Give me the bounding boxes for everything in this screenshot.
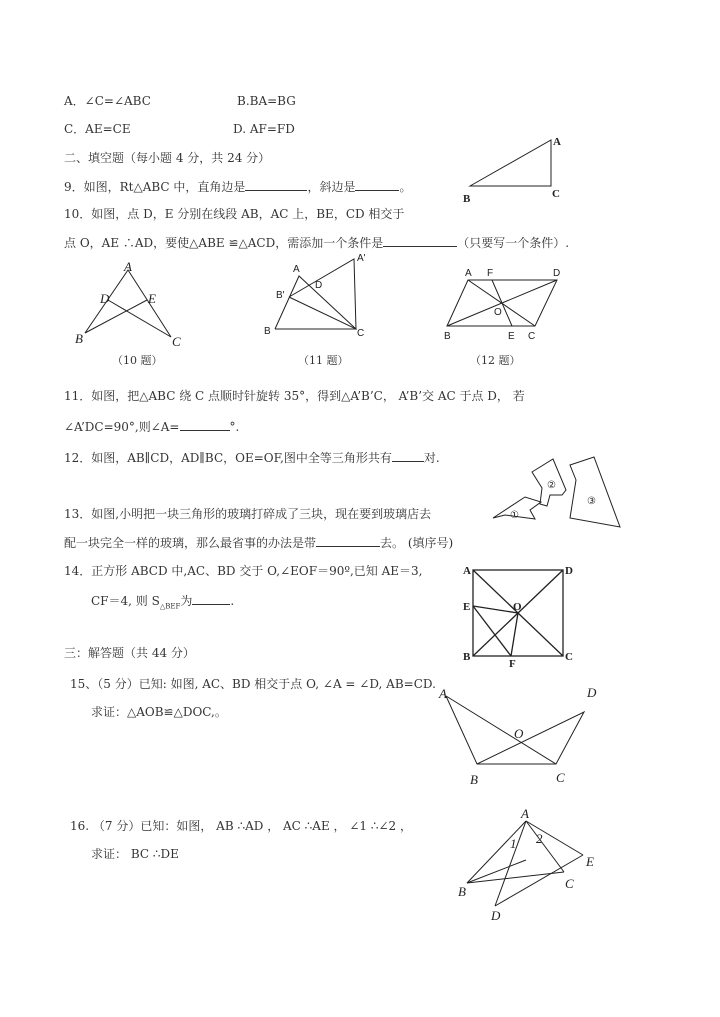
label-b-prime: B' (276, 290, 285, 301)
label-o: O (494, 307, 502, 318)
caption-fig12: （12 题） (470, 354, 521, 367)
label-a: A (463, 565, 471, 577)
q9-text-mid: ，斜边是 (307, 180, 356, 194)
figure-16 (458, 806, 594, 923)
figure-glass-pieces (493, 457, 620, 527)
option-d: D. AF=FD (233, 122, 295, 136)
label-b: B (463, 193, 471, 205)
label-e: E (148, 291, 156, 306)
figure-11 (264, 253, 366, 339)
caption-fig11: （11 题） (298, 354, 349, 367)
question-14-line2: CF＝4, 则 $S_{\triangle BEF}$为 . (91, 594, 235, 611)
label-a: A (521, 806, 529, 821)
label-o: O (514, 726, 524, 741)
label-c: C (357, 328, 365, 339)
question-15-line2: 求证：△AOB≌△DOC,。 (91, 705, 227, 719)
q11-text-end: °. (229, 420, 240, 434)
question-16-line1: 16. （7 分）已知：如图， AB ∴AD ， AC ∴AE ， ∠1 ∴∠2 ， (70, 819, 413, 833)
q12-text: 12．如图，AB∥CD，AD∥BC，OE=OF,图中全等三角形共有 (64, 451, 392, 465)
q10-text-end: （只要写一个条件）. (457, 236, 570, 250)
figure-square (463, 565, 573, 670)
label-b: B (75, 331, 83, 346)
section-2-heading: 二、填空题（每小题 4 分，共 24 分） (64, 151, 271, 165)
label-f: F (509, 658, 516, 670)
label-d: D (491, 908, 501, 923)
figure-right-triangle (463, 136, 561, 205)
question-16-line2: 求证： BC ∴DE (91, 847, 179, 861)
label-d: D (553, 268, 561, 279)
label-f: F (487, 268, 494, 279)
q13-text-end: 去。 (填序号) (380, 536, 454, 550)
q13-text: 配一块完全一样的玻璃，那么最省事的办法是带 (64, 536, 317, 550)
label-c: C (556, 770, 565, 785)
figure-15 (438, 685, 597, 787)
label-3: ③ (587, 496, 596, 507)
label-d: D (100, 291, 110, 306)
label-b: B (470, 772, 478, 787)
option-c: C．AE=CE (64, 122, 131, 136)
figure-12 (444, 268, 560, 342)
label-a: A (293, 264, 300, 275)
option-a: A．∠C=∠ABC (64, 94, 151, 108)
q14-text-mid: 为 (180, 594, 193, 608)
label-c: C (172, 334, 181, 349)
question-10-line1: 10．如图，点 D，E 分别在线段 AB，AC 上，BE，CD 相交于 (64, 207, 405, 221)
label-a: A (124, 259, 132, 274)
q9-text: 9．如图，Rt△ABC 中，直角边是 (64, 180, 246, 194)
label-b: B (264, 326, 271, 337)
label-d: D (565, 565, 573, 577)
q9-text-end: 。 (399, 180, 412, 194)
question-13-line1: 13．如图,小明把一块三角形的玻璃打碎成了三块，现在要到玻璃店去 (64, 507, 432, 521)
caption-fig10: （10 题） (112, 354, 163, 367)
question-15-line1: 15、（5 分）已知: 如图, AC、BD 相交于点 O, ∠A = ∠D, AB=CD. (70, 677, 436, 691)
section-3-heading: 三：解答题（共 44 分） (64, 646, 195, 660)
label-a-prime: A' (357, 253, 366, 264)
label-d: D (315, 280, 323, 291)
label-1: ① (510, 510, 519, 521)
label-c: C (565, 651, 573, 663)
q11-text: ∠A’DC=90°,则∠A= (64, 420, 180, 434)
label-angle-2: 2 (536, 831, 543, 846)
piece-3 (570, 457, 620, 527)
label-angle-1: 1 (510, 836, 517, 851)
question-11-line1: 11．如图，把△ABC 绕 C 点顺时针旋转 35°，得到△A’B’C， A’B’交 AC 于点 D， 若 (64, 389, 525, 403)
label-d: D (587, 685, 597, 700)
option-b: B.BA=BG (237, 94, 296, 108)
label-c: C (565, 876, 574, 891)
label-c: C (528, 331, 536, 342)
label-c: C (552, 188, 560, 200)
q14-subscript: △BEF (159, 602, 181, 611)
label-a: A (553, 136, 561, 148)
label-a: A (465, 268, 472, 279)
label-e: E (508, 331, 515, 342)
figure-10 (75, 259, 181, 349)
q14-text: CF＝4, 则 S (91, 594, 160, 608)
label-b: B (444, 331, 451, 342)
q10-text: 点 O，AE ∴AD，要使△ABE ≌△ACD，需添加一个条件是 (64, 236, 384, 250)
label-2: ② (547, 480, 556, 491)
label-o: O (513, 601, 522, 613)
label-b: B (458, 884, 466, 899)
label-e: E (463, 601, 471, 613)
label-a: A (439, 686, 447, 701)
q12-text-end: 对. (423, 451, 440, 465)
label-b: B (463, 651, 471, 663)
label-e: E (586, 854, 594, 869)
question-14-line1: 14．正方形 ABCD 中,AC、BD 交于 O,∠EOF＝90º,已知 AE＝3, (64, 564, 423, 578)
